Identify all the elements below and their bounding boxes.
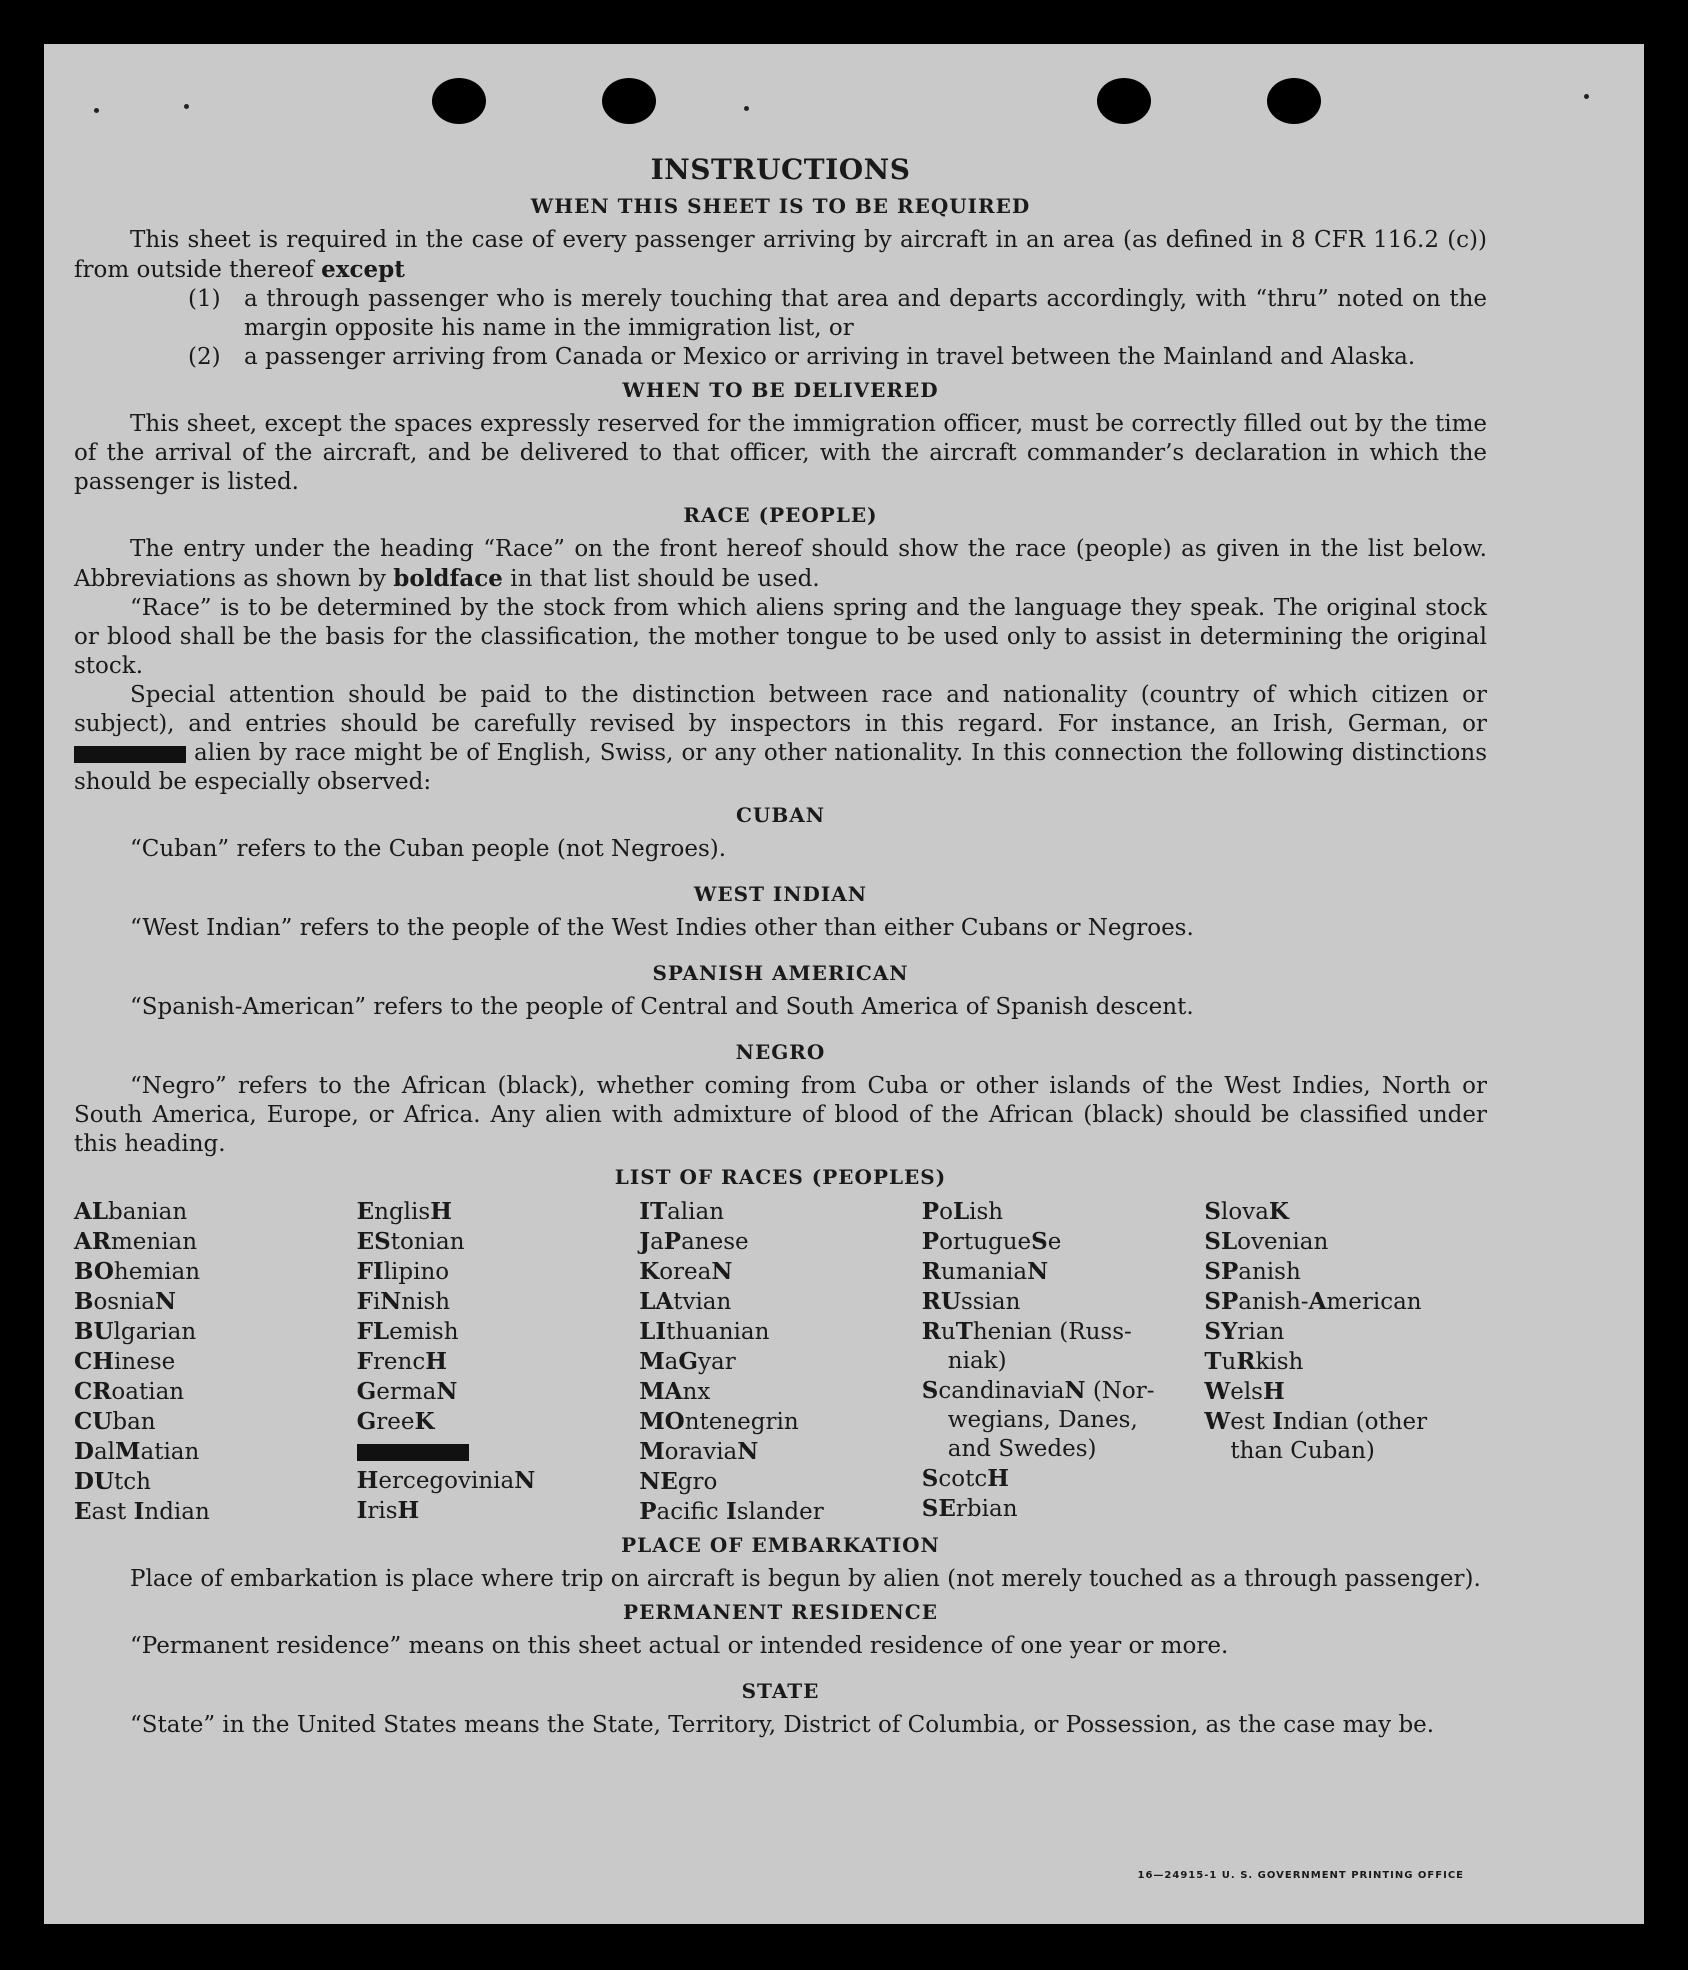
exception-item: (2) a passenger arriving from Canada or Mexico or arriving in travel between the Mainland and Alaska. bbox=[188, 344, 1416, 370]
heading-embarkation: PLACE OF EMBARKATION bbox=[621, 1533, 940, 1557]
heading-state: STATE bbox=[741, 1679, 820, 1703]
race-entry: MoraviaN bbox=[639, 1438, 759, 1465]
exception-item: (1) a through passenger who is merely touching that area and departs accordingly, with “thru” noted on the margin opposite his name in the immigration list, or bbox=[188, 286, 1487, 341]
punch-hole bbox=[602, 78, 656, 124]
race-entry: ALbanian bbox=[74, 1198, 188, 1225]
race-entry: LAtvian bbox=[639, 1288, 732, 1315]
race-column-5 bbox=[1204, 1197, 1487, 1527]
heading-race: RACE (PEOPLE) bbox=[683, 503, 878, 527]
speck bbox=[94, 108, 99, 113]
heading-when-delivered: WHEN TO BE DELIVERED bbox=[622, 378, 939, 402]
speck bbox=[744, 106, 749, 111]
race-entry: TuRkish bbox=[1204, 1348, 1304, 1375]
race-entry: FLemish bbox=[356, 1318, 459, 1345]
race-entry: JaPanese bbox=[639, 1228, 749, 1255]
delivered-text: This sheet, except the spaces expressly reserved for the immigration officer, must be correctly filled out by the time of the arrival of the aircraft, and be delivered to that officer, with the aircraft commander’s declaration in which the passenger is listed. bbox=[74, 411, 1487, 495]
race-entry-continuation: and Swedes) bbox=[947, 1436, 1097, 1462]
race-entry: BUlgarian bbox=[74, 1318, 197, 1345]
race-list bbox=[74, 1197, 1487, 1527]
race-entry: ITalian bbox=[639, 1198, 725, 1225]
race-entry: RuThenian (Russ- bbox=[921, 1318, 1132, 1345]
race-entry: CHinese bbox=[74, 1348, 176, 1375]
race-entry: FIlipino bbox=[356, 1258, 450, 1285]
redaction-mark bbox=[357, 1444, 469, 1461]
race-entry: MAnx bbox=[639, 1378, 711, 1405]
document-page bbox=[44, 44, 1644, 1924]
race-entry: SYrian bbox=[1204, 1318, 1285, 1345]
heading-spanish-american: SPANISH AMERICAN bbox=[652, 961, 909, 985]
race-column-1 bbox=[74, 1197, 357, 1527]
spanish-american-text: “Spanish-American” refers to the people of Central and South America of Spanish descent. bbox=[130, 994, 1194, 1020]
redaction-mark bbox=[74, 746, 186, 763]
punch-hole bbox=[432, 78, 486, 124]
race-entry: EnglisH bbox=[356, 1198, 452, 1225]
race-entry bbox=[357, 1437, 640, 1466]
heading-west-indian: WEST INDIAN bbox=[693, 882, 868, 906]
heading-cuban: CUBAN bbox=[735, 803, 826, 827]
page-title: INSTRUCTIONS bbox=[650, 153, 911, 186]
race-entry: RumaniaN bbox=[921, 1258, 1049, 1285]
race-entry: NEgro bbox=[639, 1468, 718, 1495]
race-entry: EStonian bbox=[356, 1228, 465, 1255]
race-entry: DalMatian bbox=[74, 1438, 200, 1465]
race-entry: MaGyar bbox=[639, 1348, 736, 1375]
negro-text: “Negro” refers to the African (black), whether coming from Cuba or other islands of the West Indies, North or South America, Europe, or Africa. Any alien with admixture of blood of the African (black) should be classified under this heading. bbox=[74, 1073, 1487, 1157]
race-entry: FrencH bbox=[356, 1348, 447, 1375]
race-entry: SLovenian bbox=[1204, 1228, 1329, 1255]
race-entry-continuation: wegians, Danes, bbox=[947, 1407, 1138, 1433]
race-paragraph-1: The entry under the heading “Race” on the front hereof should show the race (people) as given in the list below. Abbreviations as shown by boldface in that list should be used. bbox=[74, 536, 1487, 592]
race-entry: SlovaK bbox=[1204, 1198, 1289, 1225]
race-entry: DUtch bbox=[74, 1468, 151, 1495]
permanent-residence-text: “Permanent residence” means on this sheet actual or intended residence of one year or more. bbox=[130, 1633, 1229, 1659]
race-entry: GermaN bbox=[356, 1378, 458, 1405]
race-entry: SErbian bbox=[921, 1495, 1018, 1522]
punch-hole bbox=[1097, 78, 1151, 124]
punch-hole bbox=[1267, 78, 1321, 124]
heading-negro: NEGRO bbox=[735, 1040, 826, 1064]
cuban-text: “Cuban” refers to the Cuban people (not Negroes). bbox=[130, 836, 727, 862]
race-entry: MOntenegrin bbox=[639, 1408, 799, 1435]
instructions-content bbox=[74, 152, 1487, 1740]
race-paragraph-2: “Race” is to be determined by the stock from which aliens spring and the language they speak. The original stock or blood shall be the basis for the classification, the mother tongue to be used only to assist in determining the original stock. bbox=[74, 595, 1487, 679]
race-entry: ScotcH bbox=[921, 1465, 1009, 1492]
race-entry: ARmenian bbox=[74, 1228, 198, 1255]
race-entry: Pacific Islander bbox=[639, 1498, 824, 1525]
race-entry: PoLish bbox=[921, 1198, 1004, 1225]
west-indian-text: “West Indian” refers to the people of the West Indies other than either Cubans or Negroes. bbox=[130, 915, 1194, 941]
race-column-2 bbox=[357, 1197, 640, 1527]
race-entry: SPanish-American bbox=[1204, 1288, 1422, 1315]
race-entry: West Indian (other bbox=[1204, 1408, 1428, 1435]
except-bold: except bbox=[321, 256, 405, 283]
race-entry: HercegoviniaN bbox=[356, 1467, 536, 1494]
race-entry: CRoatian bbox=[74, 1378, 185, 1405]
race-column-3 bbox=[639, 1197, 922, 1527]
race-entry: East Indian bbox=[74, 1498, 210, 1525]
race-entry-continuation: niak) bbox=[947, 1348, 1007, 1374]
state-text: “State” in the United States means the State, Territory, District of Columbia, or Possession, as the case may be. bbox=[130, 1712, 1435, 1738]
heading-when-required: WHEN THIS SHEET IS TO BE REQUIRED bbox=[530, 194, 1031, 218]
speck bbox=[184, 104, 189, 109]
race-column-4 bbox=[922, 1197, 1205, 1527]
race-entry: BosniaN bbox=[74, 1288, 177, 1315]
race-entry: KoreaN bbox=[639, 1258, 733, 1285]
race-entry: PortugueSe bbox=[921, 1228, 1062, 1255]
race-entry: GreeK bbox=[356, 1408, 435, 1435]
race-entry: WelsH bbox=[1204, 1378, 1285, 1405]
race-entry: FiNnish bbox=[356, 1288, 451, 1315]
heading-list-of-races: LIST OF RACES (PEOPLES) bbox=[614, 1165, 947, 1189]
required-intro: This sheet is required in the case of every passenger arriving by aircraft in an area (as defined in 8 CFR 116.2 (c)) from outside thereof except bbox=[74, 227, 1487, 283]
race-paragraph-3: Special attention should be paid to the distinction between race and nationality (country of which citizen or subject), and entries should be carefully revised by inspectors in this regard. For instance, an Irish, German, or alien by race might be of English, Swiss, or any other nationality. In this connection the following distinctions should be especially observed: bbox=[74, 682, 1487, 795]
printing-office-code: 16—24915-1 U. S. GOVERNMENT PRINTING OFFICE bbox=[1137, 1870, 1464, 1881]
race-entry: BOhemian bbox=[74, 1258, 201, 1285]
race-entry: ScandinaviaN (Nor- bbox=[921, 1377, 1155, 1404]
race-entry: LIthuanian bbox=[639, 1318, 770, 1345]
embarkation-text: Place of embarkation is place where trip on aircraft is begun by alien (not merely touched as a through passenger). bbox=[130, 1566, 1481, 1592]
race-entry: CUban bbox=[74, 1408, 156, 1435]
race-entry: RUssian bbox=[921, 1288, 1021, 1315]
race-entry: IrisH bbox=[356, 1497, 420, 1524]
race-entry-continuation: than Cuban) bbox=[1230, 1438, 1375, 1464]
speck bbox=[1584, 94, 1589, 99]
heading-permanent-residence: PERMANENT RESIDENCE bbox=[623, 1600, 938, 1624]
race-entry: SPanish bbox=[1204, 1258, 1301, 1285]
